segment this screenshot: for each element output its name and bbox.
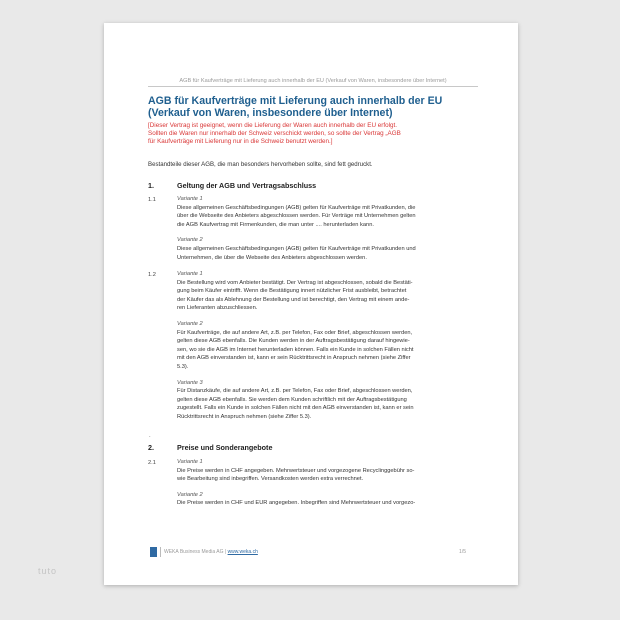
clause-line: gelten diese AGB ebenfalls. Sie werden dem Kunden schriftlich mit der Auftragsbestätigung (177, 396, 407, 403)
clause-line: Die Bestellung wird vom Anbieter bestätigt. Der Vertrag ist abgeschlossen, sobald die Bestäti- (177, 279, 413, 286)
clause-line: Die Preise werden in CHF und EUR angegeben. Inbegriffen sind Mehrwertsteuer und vorgezo- (177, 500, 416, 507)
clause-line: ren Lieferanten abzuschliessen. (177, 305, 258, 312)
weka-logo (150, 547, 157, 557)
footer (164, 549, 258, 555)
clause-line: Diese allgemeinen Geschäftsbedingungen (AGB) gelten für Kaufverträge mit Privatkunden, die (177, 204, 416, 211)
title-line-2: (Verkauf von Waren, insbesondere über Internet) (148, 107, 393, 120)
clause-1-1 (177, 195, 477, 262)
watermark: tuto (38, 566, 58, 576)
clause-1-2 (177, 270, 477, 422)
document-title (148, 95, 488, 120)
document-page (104, 23, 518, 585)
page-number: 1/5 (459, 549, 466, 555)
clause-line: zugestellt. Falls ein Kunde in solchen Fällen nicht mit den AGB einverstanden ist, kann er sein (177, 405, 414, 412)
clause-line: der Käufer das als Ablehnung der Bestellung und ist berechtigt, den Vertrag mit einem ande- (177, 296, 410, 303)
clause-line: Diese allgemeinen Geschäftsbedingungen (AGB) gelten für Kaufverträge mit Privatkunden und (177, 245, 416, 252)
clause-line: wie Bearbeitung sind inbegriffen. Versandkosten werden extra verrechnet. (177, 476, 364, 483)
variant-label: Variante 2 (177, 320, 203, 327)
section-number: 1. (148, 181, 154, 190)
clause-number: 2.1 (148, 460, 156, 466)
clause-number: 1.1 (148, 197, 156, 203)
intro-text: Bestandteile dieser AGB, die man besonders hervorheben sollte, sind fett gedruckt. (148, 161, 373, 168)
variant-label: Variante 1 (177, 271, 203, 277)
variant-label: Variante 2 (177, 491, 203, 498)
clause-2-1 (177, 458, 477, 508)
clause-line: die AGB Kaufvertrag mit Firmenkunden, die man unter .... herunterladen kann. (177, 221, 374, 228)
variant-label: Variante 2 (177, 237, 203, 244)
section-number: 2. (148, 443, 154, 452)
clause-line: sen, wo sie die AGB im Internet herunterladen können. Falls ein Kunde in solchen Fällen nicht (177, 346, 414, 353)
note-line-2: Sollten die Waren nur innerhalb der Schweiz verschickt werden, so sollte der Vertrag „AGB (148, 130, 401, 137)
variant-label: Variante 3 (177, 379, 203, 386)
clause-line: mit den AGB einverstanden ist, kann er sein Rücktrittsrecht in Anspruch nehmen (siehe Ziffer (177, 355, 411, 362)
clause-line: über die Webseite des Anbieters abgeschlossen werden. Für Verträge mit Unternehmen gelten (177, 213, 416, 220)
usage-note (148, 122, 488, 146)
clause-line: Für Distanzkäufe, die auf andere Art, z.B. per Telefon, Fax oder Brief, abgeschlossen werden, (177, 388, 413, 395)
clause-number: 1.2 (148, 272, 156, 278)
section-title: Preise und Sonderangebote (177, 443, 273, 452)
footer-link[interactable]: www.weka.ch (227, 549, 258, 555)
clause-line: 5.3). (177, 363, 189, 370)
clause-line: Für Kaufverträge, die auf andere Art, z.B. per Telefon, Fax oder Brief, abgeschlossen werden, (177, 329, 413, 336)
section-title: Geltung der AGB und Vertragsabschluss (177, 181, 317, 190)
variant-label: Variante 1 (177, 196, 203, 202)
clause-line: Rücktrittsrecht in Anspruch nehmen (siehe Ziffer 5.3). (177, 413, 312, 420)
variant-label: Variante 1 (177, 459, 203, 465)
footer-divider (160, 547, 161, 557)
title-line-1: AGB für Kaufverträge mit Lieferung auch innerhalb der EU (148, 95, 443, 107)
note-line-3: für Kaufverträge mit Lieferung nur in die Schweiz benutzt werden.] (148, 138, 333, 145)
clause-line: gung beim Käufer eintrifft. Wenn die Bestätigung innert nützlicher Frist ausbleibt, betrachtet (177, 288, 407, 295)
running-header: AGB für Kaufverträge mit Lieferung auch innerhalb der EU (Verkauf von Waren, insbesondere über Internet) (148, 78, 478, 87)
clause-line: Unternehmen, die über die Webseite des Anbieters abgeschlossen werden. (177, 254, 367, 261)
stray-dot: . (149, 433, 151, 439)
footer-company: WEKA Business Media AG | (164, 549, 227, 555)
clause-line: Die Preise werden in CHF angegeben. Mehrwertsteuer und vorgezogene Recyclinggebühr so- (177, 467, 415, 474)
clause-line: gelten diese AGB ebenfalls. Die Kunden werden in der Auftragsbestätigung darauf hingewie- (177, 338, 410, 345)
note-line-1: [Dieser Vertrag ist geeignet, wenn die Lieferung der Waren auch innerhalb der EU erfolgt. (148, 122, 397, 129)
